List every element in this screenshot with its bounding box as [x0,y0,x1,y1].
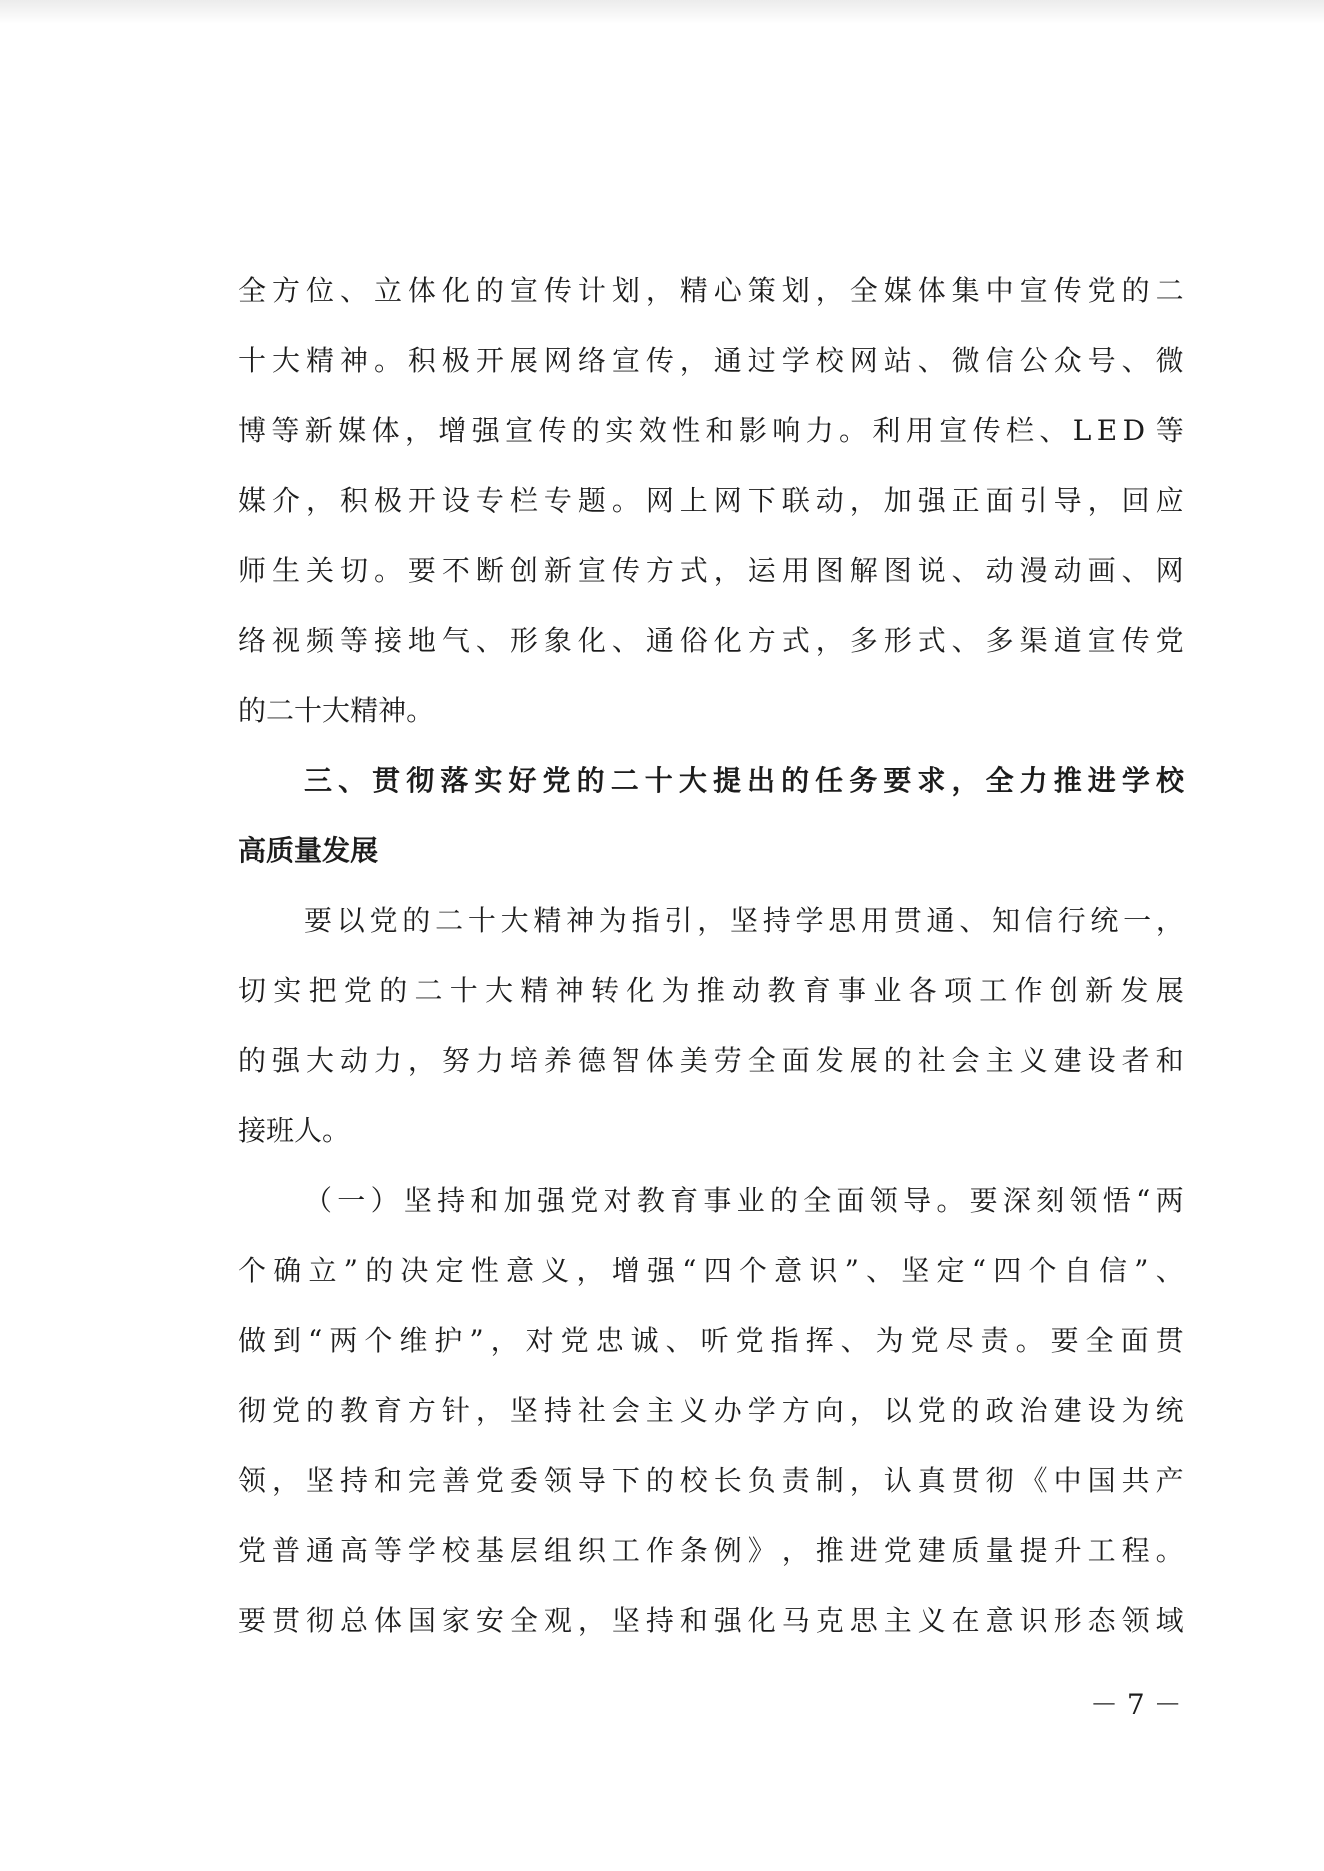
paragraph-line: 党 普 通 高 等 学 校 基 层 组 织 工 作 条 例 》 ， 推 进 党 建 质 量 提 升 工 程 。 [238,1534,1184,1567]
paragraph-line: 博 等 新 媒 体 ， 增 强 宣 传 的 实 效 性 和 影 响 力 。 利 用 宣 传 栏 、 L E D 等 [238,414,1184,447]
scan-top-edge [0,0,1324,24]
paragraph-line: 个 确 立 ” 的 决 定 性 意 义 ， 增 强 “ 四 个 意 识 ” 、 坚 定 “ 四 个 自 信 ” 、 [238,1254,1184,1287]
paragraph-line: 彻 党 的 教 育 方 针 ， 坚 持 社 会 主 义 办 学 方 向 ， 以 党 的 政 治 建 设 为 统 [238,1394,1184,1427]
section-heading-line: 高 质 量 发 展 [238,834,379,867]
section-heading-line: 三 、 贯 彻 落 实 好 党 的 二 十 大 提 出 的 任 务 要 求 ， 全 力 推 进 学 校 [304,764,1184,797]
paragraph-line: 领 ， 坚 持 和 完 善 党 委 领 导 下 的 校 长 负 责 制 ， 认 真 贯 彻 《 中 国 共 产 [238,1464,1184,1497]
paragraph-line: 的 二 十 大 精 神 。 [238,694,435,727]
paragraph-line: 络 视 频 等 接 地 气 、 形 象 化 、 通 俗 化 方 式 ， 多 形 式 、 多 渠 道 宣 传 党 [238,624,1184,657]
paragraph-line: 要 以 党 的 二 十 大 精 神 为 指 引 ， 坚 持 学 思 用 贯 通 、 知 信 行 统 一 ， [304,904,1184,937]
paragraph-line: （ 一 ） 坚 持 和 加 强 党 对 教 育 事 业 的 全 面 领 导 。 要 深 刻 领 悟 “ 两 [304,1184,1184,1217]
paragraph-line: 全 方 位 、 立 体 化 的 宣 传 计 划 ， 精 心 策 划 ， 全 媒 体 集 中 宣 传 党 的 二 [238,274,1184,307]
paragraph-line: 要 贯 彻 总 体 国 家 安 全 观 ， 坚 持 和 强 化 马 克 思 主 义 在 意 识 形 态 领 域 [238,1604,1184,1637]
paragraph-line: 十 大 精 神 。 积 极 开 展 网 络 宣 传 ， 通 过 学 校 网 站 、 微 信 公 众 号 、 微 [238,344,1184,377]
page-number: － 7 － [1090,1688,1182,1721]
paragraph-line: 切 实 把 党 的 二 十 大 精 神 转 化 为 推 动 教 育 事 业 各 项 工 作 创 新 发 展 [238,974,1184,1007]
paragraph-line: 媒 介 ， 积 极 开 设 专 栏 专 题 。 网 上 网 下 联 动 ， 加 强 正 面 引 导 ， 回 应 [238,484,1184,517]
paragraph-line: 师 生 关 切 。 要 不 断 创 新 宣 传 方 式 ， 运 用 图 解 图 说 、 动 漫 动 画 、 网 [238,554,1184,587]
paragraph-line: 的 强 大 动 力 ， 努 力 培 养 德 智 体 美 劳 全 面 发 展 的 社 会 主 义 建 设 者 和 [238,1044,1184,1077]
paragraph-line: 接 班 人 。 [238,1114,351,1147]
paragraph-line: 做 到 “ 两 个 维 护 ” ， 对 党 忠 诚 、 听 党 指 挥 、 为 党 尽 责 。 要 全 面 贯 [238,1324,1184,1357]
